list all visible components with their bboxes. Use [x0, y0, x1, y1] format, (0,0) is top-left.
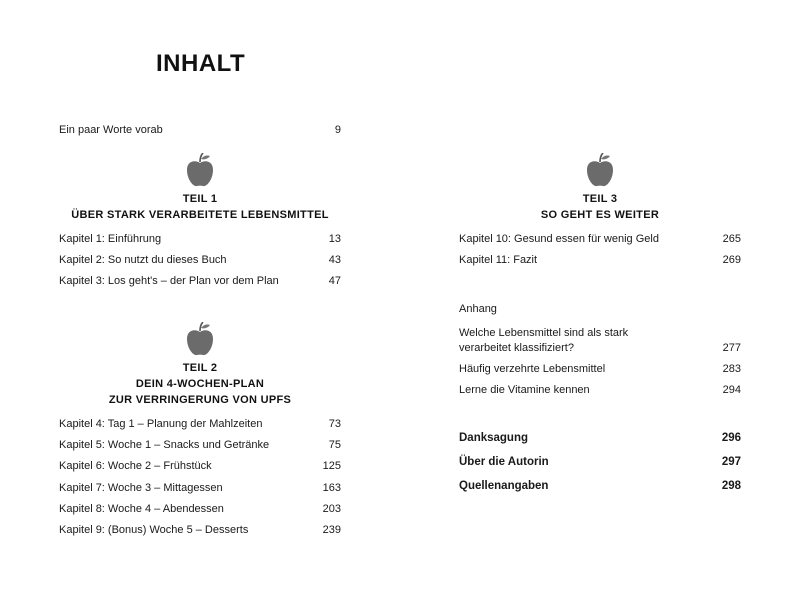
entry-page: 296	[721, 432, 741, 444]
part1-title: ÜBER STARK VERARBEITETE LEBENSMITTEL	[71, 209, 329, 221]
toc-entry[interactable]	[59, 274, 341, 289]
entry-page: 297	[721, 456, 741, 468]
entry-page: 163	[322, 482, 341, 494]
entry-title: Kapitel 3: Los geht's – der Plan vor dem Plan	[59, 275, 279, 287]
page-title: INHALT	[156, 50, 246, 77]
entry-page: 75	[328, 439, 341, 451]
entry-page: 239	[322, 524, 341, 536]
entry-page: 283	[722, 363, 741, 375]
entry-title-line1: Welche Lebensmittel sind als stark	[459, 327, 629, 339]
entry-title: Danksagung	[459, 432, 529, 444]
toc-entry[interactable]	[459, 362, 741, 377]
apple-icon	[185, 322, 215, 356]
entry-page: 43	[328, 254, 341, 266]
entry-page: 9	[334, 124, 341, 136]
toc-entry[interactable]	[59, 523, 341, 538]
entry-title: Kapitel 1: Einführung	[59, 233, 162, 245]
apple-icon	[185, 153, 215, 187]
entry-title: Kapitel 6: Woche 2 – Frühstück	[59, 460, 212, 472]
toc-entry[interactable]	[59, 502, 341, 517]
entry-page: 13	[328, 233, 341, 245]
entry-title: Kapitel 10: Gesund essen für wenig Geld	[459, 233, 659, 245]
entry-page: 294	[722, 384, 741, 396]
entry-page: 277	[722, 342, 741, 354]
part1-label: TEIL 1	[182, 193, 218, 205]
entry-title: Kapitel 5: Woche 1 – Snacks und Getränke	[59, 439, 270, 451]
toc-entry[interactable]	[459, 253, 741, 268]
entry-page: 47	[328, 275, 341, 287]
toc-entry[interactable]	[59, 417, 341, 432]
toc-entry-backmatter[interactable]	[459, 455, 741, 470]
entry-page: 203	[322, 503, 341, 515]
part2-title-line2: ZUR VERRINGERUNG VON UPFS	[108, 394, 292, 406]
entry-title: Kapitel 2: So nutzt du dieses Buch	[59, 254, 227, 266]
appendix-heading: Anhang	[459, 303, 497, 315]
entry-title: Häufig verzehrte Lebensmittel	[459, 363, 606, 375]
part2-title-line1: DEIN 4-WOCHEN-PLAN	[135, 378, 265, 390]
entry-page: 265	[722, 233, 741, 245]
entry-title: Ein paar Worte vorab	[59, 124, 163, 136]
entry-title-line2: verarbeitet klassifiziert?	[459, 342, 574, 354]
toc-entry[interactable]	[59, 481, 341, 496]
entry-title: Kapitel 8: Woche 4 – Abendessen	[59, 503, 224, 515]
entry-title: Lerne die Vitamine kennen	[459, 384, 590, 396]
toc-entry-backmatter[interactable]	[459, 431, 741, 446]
entry-title: Quellenangaben	[459, 480, 549, 492]
toc-left-column	[59, 0, 341, 593]
entry-page: 73	[328, 418, 341, 430]
entry-title: Kapitel 11: Fazit	[459, 254, 538, 266]
entry-title: Kapitel 9: (Bonus) Woche 5 – Desserts	[59, 524, 249, 536]
toc-entry-backmatter[interactable]	[459, 479, 741, 494]
part3-label: TEIL 3	[582, 193, 618, 205]
entry-title: Kapitel 4: Tag 1 – Planung der Mahlzeiten	[59, 418, 263, 430]
toc-entry[interactable]	[59, 438, 341, 453]
apple-icon	[585, 153, 615, 187]
toc-entry[interactable]	[59, 253, 341, 268]
part3-title: SO GEHT ES WEITER	[540, 209, 660, 221]
toc-entry[interactable]	[459, 232, 741, 247]
toc-entry[interactable]	[459, 383, 741, 398]
part2-label: TEIL 2	[182, 362, 218, 374]
toc-right-column	[459, 0, 741, 593]
entry-title: Über die Autorin	[459, 456, 549, 468]
toc-entry-intro[interactable]	[59, 123, 341, 138]
entry-page: 269	[722, 254, 741, 266]
toc-entry-multiline[interactable]	[459, 326, 741, 356]
entry-page: 298	[721, 480, 741, 492]
toc-entry[interactable]	[59, 459, 341, 474]
entry-page: 125	[322, 460, 341, 472]
entry-title: Kapitel 7: Woche 3 – Mittagessen	[59, 482, 223, 494]
toc-entry[interactable]	[59, 232, 341, 247]
